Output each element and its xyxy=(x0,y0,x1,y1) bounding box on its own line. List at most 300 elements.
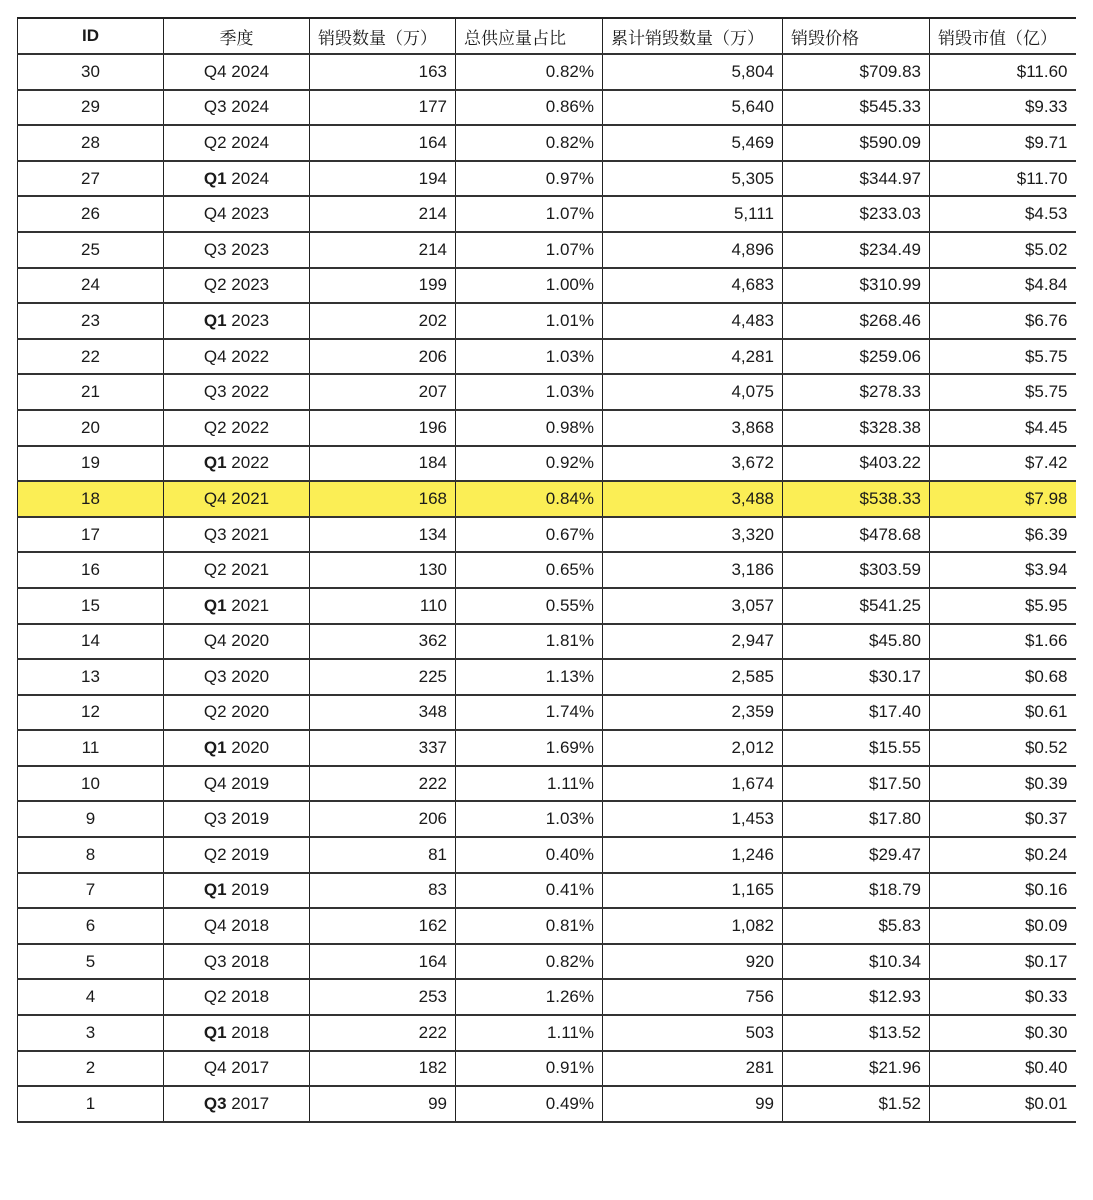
cell-cumulative-burn: 3,186 xyxy=(603,552,783,588)
cell-quarter xyxy=(164,730,310,766)
cell-quarter xyxy=(164,125,310,161)
cell-supply-share: 0.82% xyxy=(456,54,603,90)
cell-supply-share: 1.07% xyxy=(456,196,603,232)
cell-supply-share: 0.84% xyxy=(456,481,603,517)
cell-burn-value: $3.94 xyxy=(930,552,1076,588)
quarter-label: Q3 xyxy=(203,666,227,686)
cell-burn-amount: 99 xyxy=(310,1086,456,1122)
cell-id: 19 xyxy=(18,446,164,482)
year-label: 2018 xyxy=(226,987,270,1007)
cell-quarter xyxy=(164,588,310,624)
cell-quarter xyxy=(164,410,310,446)
cell-quarter xyxy=(164,232,310,268)
quarter-label: Q1 xyxy=(203,880,227,900)
cell-quarter xyxy=(164,695,310,731)
cell-cumulative-burn: 99 xyxy=(603,1086,783,1122)
year-label: 2017 xyxy=(226,1058,270,1078)
cell-id: 26 xyxy=(18,196,164,232)
cell-quarter xyxy=(164,303,310,339)
cell-cumulative-burn: 4,075 xyxy=(603,374,783,410)
cell-cumulative-burn: 5,305 xyxy=(603,161,783,197)
cell-id: 21 xyxy=(18,374,164,410)
quarter-label: Q4 xyxy=(203,631,227,651)
year-label: 2024 xyxy=(226,61,270,81)
cell-burn-amount: 222 xyxy=(310,1015,456,1051)
year-label: 2018 xyxy=(226,1022,270,1042)
cell-burn-price: $303.59 xyxy=(783,552,930,588)
cell-burn-value: $4.45 xyxy=(930,410,1076,446)
cell-supply-share: 0.81% xyxy=(456,908,603,944)
table-row-highlighted xyxy=(18,481,1076,517)
cell-id: 13 xyxy=(18,659,164,695)
cell-cumulative-burn: 2,585 xyxy=(603,659,783,695)
cell-supply-share: 0.98% xyxy=(456,410,603,446)
quarter-label: Q3 xyxy=(203,951,227,971)
cell-burn-amount: 130 xyxy=(310,552,456,588)
year-label: 2022 xyxy=(226,346,270,366)
cell-burn-value: $7.98 xyxy=(930,481,1076,517)
cell-burn-amount: 225 xyxy=(310,659,456,695)
cell-supply-share: 1.07% xyxy=(456,232,603,268)
cell-burn-price: $541.25 xyxy=(783,588,930,624)
table-row xyxy=(18,801,1076,837)
cell-burn-amount: 206 xyxy=(310,801,456,837)
cell-cumulative-burn: 281 xyxy=(603,1051,783,1087)
cell-burn-value: $1.66 xyxy=(930,624,1076,660)
header-burn-amount: 销毁数量（万） xyxy=(310,18,456,54)
cell-burn-price: $545.33 xyxy=(783,90,930,126)
cell-burn-price: $538.33 xyxy=(783,481,930,517)
cell-quarter xyxy=(164,659,310,695)
quarter-label: Q3 xyxy=(203,809,227,829)
cell-burn-value: $0.40 xyxy=(930,1051,1076,1087)
cell-supply-share: 0.82% xyxy=(456,125,603,161)
cell-id: 25 xyxy=(18,232,164,268)
cell-burn-price: $403.22 xyxy=(783,446,930,482)
cell-id: 3 xyxy=(18,1015,164,1051)
cell-burn-value: $0.52 xyxy=(930,730,1076,766)
cell-burn-amount: 164 xyxy=(310,125,456,161)
cell-burn-value: $11.70 xyxy=(930,161,1076,197)
cell-burn-amount: 194 xyxy=(310,161,456,197)
quarter-label: Q4 xyxy=(203,773,227,793)
cell-quarter xyxy=(164,766,310,802)
cell-cumulative-burn: 4,483 xyxy=(603,303,783,339)
quarter-label: Q2 xyxy=(203,987,227,1007)
cell-id: 9 xyxy=(18,801,164,837)
quarter-label: Q4 xyxy=(203,61,227,81)
cell-cumulative-burn: 4,683 xyxy=(603,268,783,304)
table-row xyxy=(18,339,1076,375)
cell-id: 5 xyxy=(18,944,164,980)
cell-quarter xyxy=(164,161,310,197)
cell-burn-amount: 348 xyxy=(310,695,456,731)
cell-burn-price: $278.33 xyxy=(783,374,930,410)
cell-burn-value: $5.75 xyxy=(930,339,1076,375)
cell-supply-share: 1.81% xyxy=(456,624,603,660)
cell-burn-price: $590.09 xyxy=(783,125,930,161)
cell-burn-value: $5.02 xyxy=(930,232,1076,268)
year-label: 2022 xyxy=(226,382,270,402)
cell-supply-share: 0.55% xyxy=(456,588,603,624)
cell-burn-price: $344.97 xyxy=(783,161,930,197)
year-label: 2019 xyxy=(226,880,270,900)
cell-id: 14 xyxy=(18,624,164,660)
cell-burn-value: $0.37 xyxy=(930,801,1076,837)
table-row xyxy=(18,873,1076,909)
quarter-label: Q2 xyxy=(203,560,227,580)
quarter-label: Q3 xyxy=(203,97,227,117)
cell-burn-price: $478.68 xyxy=(783,517,930,553)
cell-burn-amount: 163 xyxy=(310,54,456,90)
cell-quarter xyxy=(164,873,310,909)
cell-burn-amount: 214 xyxy=(310,232,456,268)
cell-burn-amount: 184 xyxy=(310,446,456,482)
table-row xyxy=(18,837,1076,873)
cell-burn-price: $310.99 xyxy=(783,268,930,304)
year-label: 2022 xyxy=(226,417,270,437)
year-label: 2020 xyxy=(226,702,270,722)
year-label: 2024 xyxy=(226,168,270,188)
cell-id: 10 xyxy=(18,766,164,802)
cell-supply-share: 1.03% xyxy=(456,801,603,837)
table-row xyxy=(18,730,1076,766)
cell-quarter xyxy=(164,908,310,944)
cell-quarter xyxy=(164,481,310,517)
cell-burn-price: $15.55 xyxy=(783,730,930,766)
cell-burn-value: $4.53 xyxy=(930,196,1076,232)
cell-burn-value: $6.39 xyxy=(930,517,1076,553)
cell-id: 24 xyxy=(18,268,164,304)
cell-id: 15 xyxy=(18,588,164,624)
cell-cumulative-burn: 3,868 xyxy=(603,410,783,446)
table-row xyxy=(18,410,1076,446)
cell-cumulative-burn: 2,012 xyxy=(603,730,783,766)
cell-supply-share: 1.26% xyxy=(456,979,603,1015)
table-row xyxy=(18,1086,1076,1122)
cell-burn-value: $0.01 xyxy=(930,1086,1076,1122)
year-label: 2021 xyxy=(226,524,270,544)
cell-supply-share: 0.92% xyxy=(456,446,603,482)
table-row xyxy=(18,1015,1076,1051)
table-row xyxy=(18,517,1076,553)
cell-id: 16 xyxy=(18,552,164,588)
cell-burn-amount: 81 xyxy=(310,837,456,873)
quarter-label: Q1 xyxy=(203,595,227,615)
quarter-label: Q2 xyxy=(203,132,227,152)
cell-burn-price: $234.49 xyxy=(783,232,930,268)
cell-id: 28 xyxy=(18,125,164,161)
cell-supply-share: 0.67% xyxy=(456,517,603,553)
cell-burn-price: $12.93 xyxy=(783,979,930,1015)
cell-burn-value: $0.17 xyxy=(930,944,1076,980)
cell-supply-share: 0.97% xyxy=(456,161,603,197)
cell-burn-value: $0.68 xyxy=(930,659,1076,695)
cell-cumulative-burn: 4,281 xyxy=(603,339,783,375)
cell-quarter xyxy=(164,54,310,90)
cell-quarter xyxy=(164,517,310,553)
quarter-label: Q1 xyxy=(203,168,227,188)
cell-burn-amount: 110 xyxy=(310,588,456,624)
table-row xyxy=(18,1051,1076,1087)
cell-cumulative-burn: 4,896 xyxy=(603,232,783,268)
table-row xyxy=(18,268,1076,304)
cell-burn-price: $17.40 xyxy=(783,695,930,731)
cell-supply-share: 0.82% xyxy=(456,944,603,980)
cell-supply-share: 1.03% xyxy=(456,339,603,375)
cell-burn-amount: 202 xyxy=(310,303,456,339)
quarter-label: Q1 xyxy=(203,1022,227,1042)
year-label: 2018 xyxy=(226,951,270,971)
cell-burn-value: $5.95 xyxy=(930,588,1076,624)
table-row xyxy=(18,446,1076,482)
table-row xyxy=(18,232,1076,268)
cell-supply-share: 0.40% xyxy=(456,837,603,873)
cell-burn-value: $0.24 xyxy=(930,837,1076,873)
cell-burn-amount: 164 xyxy=(310,944,456,980)
cell-burn-amount: 182 xyxy=(310,1051,456,1087)
cell-supply-share: 0.91% xyxy=(456,1051,603,1087)
cell-cumulative-burn: 3,488 xyxy=(603,481,783,517)
header-cumulative-burn: 累计销毁数量（万） xyxy=(603,18,783,54)
year-label: 2024 xyxy=(226,97,270,117)
cell-burn-value: $0.39 xyxy=(930,766,1076,802)
table-row xyxy=(18,944,1076,980)
cell-quarter xyxy=(164,90,310,126)
quarter-label: Q4 xyxy=(203,916,227,936)
cell-burn-amount: 199 xyxy=(310,268,456,304)
cell-id: 12 xyxy=(18,695,164,731)
table-row xyxy=(18,979,1076,1015)
cell-burn-price: $17.80 xyxy=(783,801,930,837)
quarter-label: Q1 xyxy=(203,738,227,758)
year-label: 2019 xyxy=(226,809,270,829)
table-row xyxy=(18,552,1076,588)
cell-supply-share: 0.65% xyxy=(456,552,603,588)
cell-burn-amount: 162 xyxy=(310,908,456,944)
table-row xyxy=(18,125,1076,161)
cell-burn-price: $10.34 xyxy=(783,944,930,980)
year-label: 2018 xyxy=(226,916,270,936)
cell-burn-value: $4.84 xyxy=(930,268,1076,304)
quarter-label: Q1 xyxy=(203,310,227,330)
cell-quarter xyxy=(164,624,310,660)
quarter-label: Q2 xyxy=(203,844,227,864)
cell-burn-price: $328.38 xyxy=(783,410,930,446)
cell-cumulative-burn: 2,947 xyxy=(603,624,783,660)
cell-id: 27 xyxy=(18,161,164,197)
year-label: 2021 xyxy=(226,488,270,508)
header-burn-value: 销毁市值（亿） xyxy=(930,18,1076,54)
header-id: ID xyxy=(18,18,164,54)
cell-cumulative-burn: 1,453 xyxy=(603,801,783,837)
table-row xyxy=(18,588,1076,624)
cell-supply-share: 1.74% xyxy=(456,695,603,731)
quarter-label: Q3 xyxy=(203,382,227,402)
cell-burn-amount: 337 xyxy=(310,730,456,766)
cell-cumulative-burn: 1,082 xyxy=(603,908,783,944)
cell-burn-price: $259.06 xyxy=(783,339,930,375)
cell-burn-price: $13.52 xyxy=(783,1015,930,1051)
cell-supply-share: 1.01% xyxy=(456,303,603,339)
cell-cumulative-burn: 756 xyxy=(603,979,783,1015)
cell-burn-amount: 168 xyxy=(310,481,456,517)
cell-burn-value: $0.09 xyxy=(930,908,1076,944)
cell-quarter xyxy=(164,196,310,232)
cell-id: 2 xyxy=(18,1051,164,1087)
cell-burn-price: $29.47 xyxy=(783,837,930,873)
cell-burn-price: $5.83 xyxy=(783,908,930,944)
year-label: 2017 xyxy=(226,1094,270,1114)
cell-burn-value: $5.75 xyxy=(930,374,1076,410)
cell-burn-value: $0.16 xyxy=(930,873,1076,909)
cell-supply-share: 1.11% xyxy=(456,766,603,802)
year-label: 2020 xyxy=(226,666,270,686)
cell-quarter xyxy=(164,552,310,588)
cell-cumulative-burn: 5,111 xyxy=(603,196,783,232)
cell-id: 8 xyxy=(18,837,164,873)
cell-cumulative-burn: 2,359 xyxy=(603,695,783,731)
cell-burn-price: $268.46 xyxy=(783,303,930,339)
cell-burn-value: $6.76 xyxy=(930,303,1076,339)
cell-supply-share: 1.69% xyxy=(456,730,603,766)
cell-id: 29 xyxy=(18,90,164,126)
cell-supply-share: 0.41% xyxy=(456,873,603,909)
cell-quarter xyxy=(164,979,310,1015)
cell-burn-value: $9.33 xyxy=(930,90,1076,126)
cell-burn-amount: 222 xyxy=(310,766,456,802)
year-label: 2023 xyxy=(226,310,270,330)
year-label: 2021 xyxy=(226,560,270,580)
cell-supply-share: 1.03% xyxy=(456,374,603,410)
table-row xyxy=(18,624,1076,660)
cell-supply-share: 1.13% xyxy=(456,659,603,695)
cell-id: 18 xyxy=(18,481,164,517)
cell-id: 7 xyxy=(18,873,164,909)
cell-burn-amount: 177 xyxy=(310,90,456,126)
cell-quarter xyxy=(164,374,310,410)
quarter-label: Q4 xyxy=(203,204,227,224)
cell-quarter xyxy=(164,801,310,837)
cell-quarter xyxy=(164,1015,310,1051)
cell-quarter xyxy=(164,446,310,482)
cell-burn-value: $11.60 xyxy=(930,54,1076,90)
year-label: 2019 xyxy=(226,773,270,793)
table-row xyxy=(18,161,1076,197)
cell-burn-price: $45.80 xyxy=(783,624,930,660)
cell-burn-price: $21.96 xyxy=(783,1051,930,1087)
cell-quarter xyxy=(164,837,310,873)
quarter-label: Q2 xyxy=(203,702,227,722)
cell-burn-amount: 206 xyxy=(310,339,456,375)
cell-quarter xyxy=(164,944,310,980)
table-row xyxy=(18,908,1076,944)
quarter-label: Q4 xyxy=(203,346,227,366)
quarter-label: Q1 xyxy=(203,453,227,473)
cell-id: 17 xyxy=(18,517,164,553)
cell-cumulative-burn: 920 xyxy=(603,944,783,980)
table-row xyxy=(18,695,1076,731)
cell-id: 1 xyxy=(18,1086,164,1122)
cell-burn-amount: 196 xyxy=(310,410,456,446)
table-row xyxy=(18,54,1076,90)
table-header xyxy=(18,18,1076,54)
cell-cumulative-burn: 503 xyxy=(603,1015,783,1051)
quarter-label: Q3 xyxy=(203,1094,227,1114)
cell-cumulative-burn: 5,804 xyxy=(603,54,783,90)
year-label: 2022 xyxy=(226,453,270,473)
cell-burn-amount: 253 xyxy=(310,979,456,1015)
cell-cumulative-burn: 3,057 xyxy=(603,588,783,624)
cell-id: 22 xyxy=(18,339,164,375)
table-row xyxy=(18,196,1076,232)
cell-cumulative-burn: 3,672 xyxy=(603,446,783,482)
year-label: 2023 xyxy=(226,239,270,259)
table-row xyxy=(18,766,1076,802)
cell-burn-value: $0.33 xyxy=(930,979,1076,1015)
cell-supply-share: 1.00% xyxy=(456,268,603,304)
cell-burn-price: $18.79 xyxy=(783,873,930,909)
header-supply-share: 总供应量占比 xyxy=(456,18,603,54)
cell-burn-value: $0.61 xyxy=(930,695,1076,731)
cell-id: 23 xyxy=(18,303,164,339)
quarter-label: Q4 xyxy=(203,1058,227,1078)
cell-burn-value: $0.30 xyxy=(930,1015,1076,1051)
year-label: 2023 xyxy=(226,275,270,295)
cell-supply-share: 0.49% xyxy=(456,1086,603,1122)
cell-burn-amount: 134 xyxy=(310,517,456,553)
header-quarter: 季度 xyxy=(164,18,310,54)
cell-burn-amount: 214 xyxy=(310,196,456,232)
cell-quarter xyxy=(164,1086,310,1122)
table-row xyxy=(18,659,1076,695)
cell-supply-share: 1.11% xyxy=(456,1015,603,1051)
year-label: 2024 xyxy=(226,132,270,152)
cell-burn-price: $709.83 xyxy=(783,54,930,90)
cell-burn-price: $30.17 xyxy=(783,659,930,695)
cell-id: 30 xyxy=(18,54,164,90)
quarter-label: Q3 xyxy=(203,524,227,544)
table-row xyxy=(18,303,1076,339)
burn-history-table xyxy=(17,17,1076,1123)
cell-burn-value: $9.71 xyxy=(930,125,1076,161)
cell-burn-amount: 207 xyxy=(310,374,456,410)
cell-quarter xyxy=(164,1051,310,1087)
cell-id: 20 xyxy=(18,410,164,446)
year-label: 2020 xyxy=(226,631,270,651)
cell-cumulative-burn: 1,165 xyxy=(603,873,783,909)
cell-burn-amount: 362 xyxy=(310,624,456,660)
cell-burn-price: $1.52 xyxy=(783,1086,930,1122)
cell-supply-share: 0.86% xyxy=(456,90,603,126)
cell-id: 6 xyxy=(18,908,164,944)
cell-cumulative-burn: 5,640 xyxy=(603,90,783,126)
header-burn-price: 销毁价格 xyxy=(783,18,930,54)
year-label: 2023 xyxy=(226,204,270,224)
cell-cumulative-burn: 1,246 xyxy=(603,837,783,873)
cell-id: 4 xyxy=(18,979,164,1015)
cell-cumulative-burn: 5,469 xyxy=(603,125,783,161)
cell-burn-amount: 83 xyxy=(310,873,456,909)
quarter-label: Q3 xyxy=(203,239,227,259)
cell-cumulative-burn: 1,674 xyxy=(603,766,783,802)
cell-burn-price: $17.50 xyxy=(783,766,930,802)
cell-cumulative-burn: 3,320 xyxy=(603,517,783,553)
cell-burn-price: $233.03 xyxy=(783,196,930,232)
quarter-label: Q2 xyxy=(203,275,227,295)
year-label: 2021 xyxy=(226,595,270,615)
year-label: 2019 xyxy=(226,844,270,864)
